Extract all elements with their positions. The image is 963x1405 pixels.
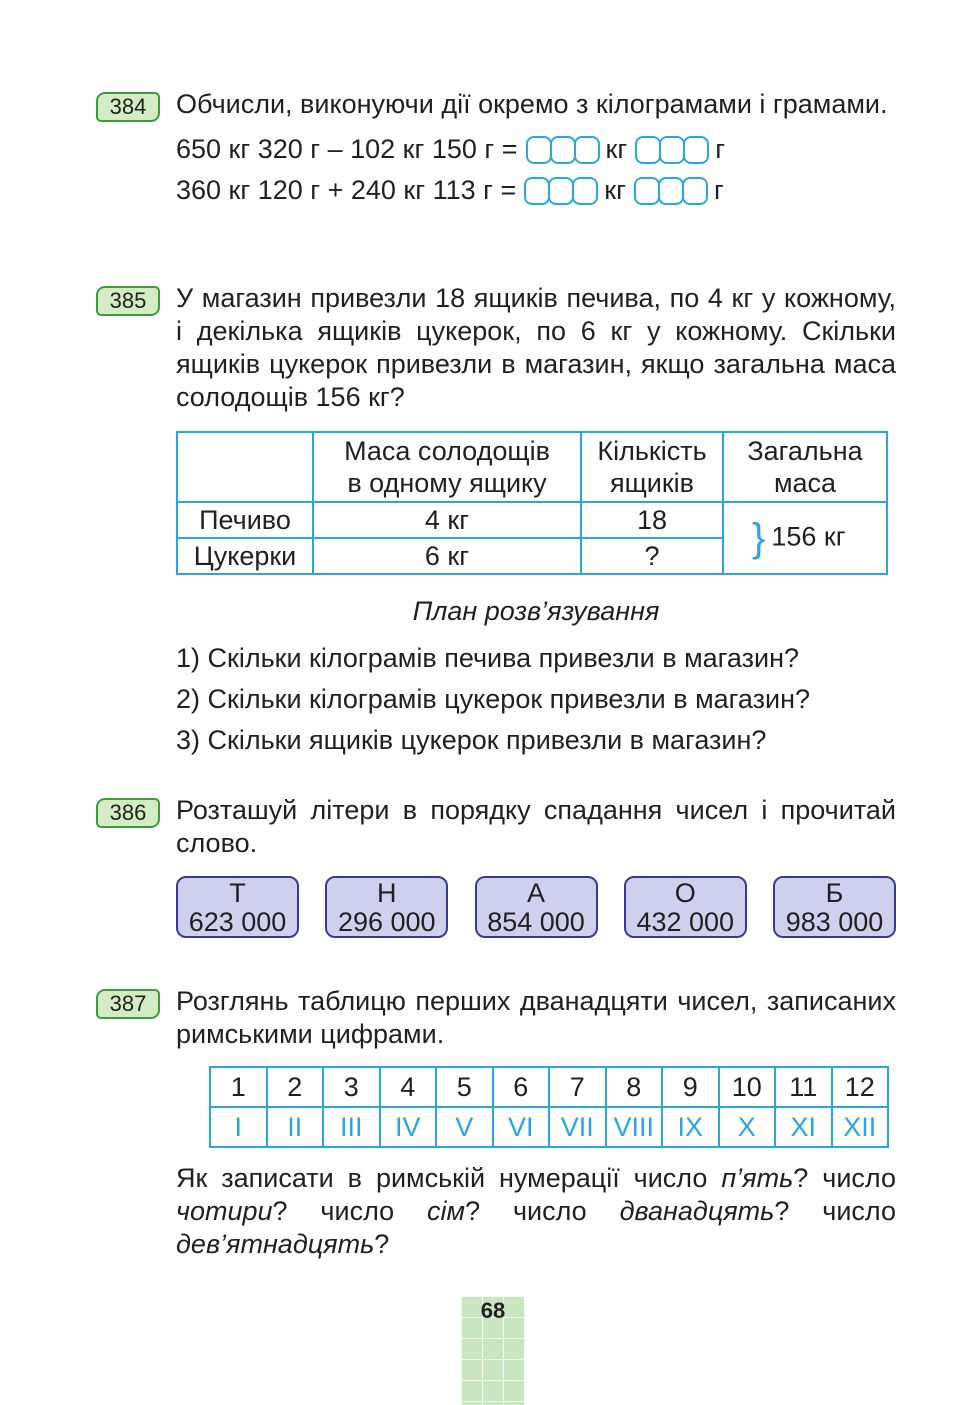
table-cell: ? (581, 538, 723, 574)
task-body (176, 794, 896, 938)
equation-2 (176, 170, 896, 211)
letter-card: Б 983 000 (773, 876, 896, 938)
task-body (176, 985, 896, 1261)
answer-cells-g[interactable] (634, 177, 706, 205)
task-number-badge: 384 (96, 92, 160, 122)
roman-row: I II III IV V VI VII VIII IX X XI XII (210, 1107, 888, 1147)
task-text: Обчисли, виконуючи дії окремо з кілограмами і грамами. (176, 89, 888, 119)
equation-text: 360 кг 120 г + 240 кг 113 г = (176, 175, 517, 205)
page-number: 68 (480, 1298, 506, 1323)
answer-cells-g[interactable] (635, 136, 707, 164)
table-cell: 4 кг (313, 502, 581, 538)
table-cell: 6 кг (313, 538, 581, 574)
plan-step: 1) Скільки кілограмів печива привезли в магазин? (176, 643, 800, 673)
plan-step: 2) Скільки кілограмів цукерок привезли в магазин? (176, 684, 811, 714)
total-cell: } 156 кг (723, 502, 887, 574)
data-table: Маса солодощів в одному ящику Кількість ящиків Загальна маса Печиво 4 кг 18 } 156 кг Цукерки 6 кг ? (176, 431, 888, 575)
task-number-badge: 386 (96, 798, 160, 828)
task-text: Розташуй літери в порядку спадання чисел і прочитай слово. (176, 795, 896, 858)
letter-card: А 854 000 (475, 876, 598, 938)
table-cell: Печиво (177, 502, 313, 538)
page-number-block (461, 1296, 525, 1405)
table-cell: Цукерки (177, 538, 313, 574)
answer-cells-kg[interactable] (524, 177, 596, 205)
task-body (176, 282, 896, 761)
task-question: Як записати в римській нумерації число п’ять? число чотири? число сім? число дванадцять? число дев’ятнадцять? (176, 1163, 896, 1259)
unit-kg: кг (604, 175, 626, 205)
task-text: У магазин привезли 18 ящиків печива, по 4 кг у кожному, і декілька ящиків цукерок, по 6 кг у кожному. Скільки ящиків цукерок привезли в магазин, якщо загальна маса солодощів 156 кг? (176, 283, 896, 412)
task-body (176, 88, 896, 211)
arabic-row: 1 2 3 4 5 6 7 8 9 10 11 12 (210, 1067, 888, 1107)
unit-kg: кг (605, 134, 628, 164)
task-text: Розглянь таблицю перших дванадцяти чисел, записаних римськими цифрами. (176, 986, 896, 1049)
header-mass: Маса солодощів (344, 436, 550, 466)
task-number-badge: 385 (96, 286, 160, 316)
unit-g: г (715, 134, 726, 164)
table-cell: 18 (581, 502, 723, 538)
roman-numerals-table (209, 1066, 889, 1148)
answer-cells-kg[interactable] (526, 136, 598, 164)
task-number-badge: 387 (96, 989, 160, 1019)
letter-cards (176, 876, 896, 938)
brace-icon: } (752, 515, 766, 560)
header-count: Кількість (597, 436, 707, 466)
plan-step: 3) Скільки ящиків цукерок привезли в магазин? (176, 725, 767, 755)
plan-title: План розв’язування (412, 596, 660, 626)
letter-card: О 432 000 (624, 876, 747, 938)
table-row (177, 502, 887, 538)
unit-g: г (713, 175, 724, 205)
letter-card: Н 296 000 (325, 876, 448, 938)
equation-text: 650 кг 320 г – 102 кг 150 г = (176, 134, 518, 164)
header-total: Загальна (747, 436, 863, 466)
equation-1 (176, 129, 896, 170)
letter-card: Т 623 000 (176, 876, 299, 938)
